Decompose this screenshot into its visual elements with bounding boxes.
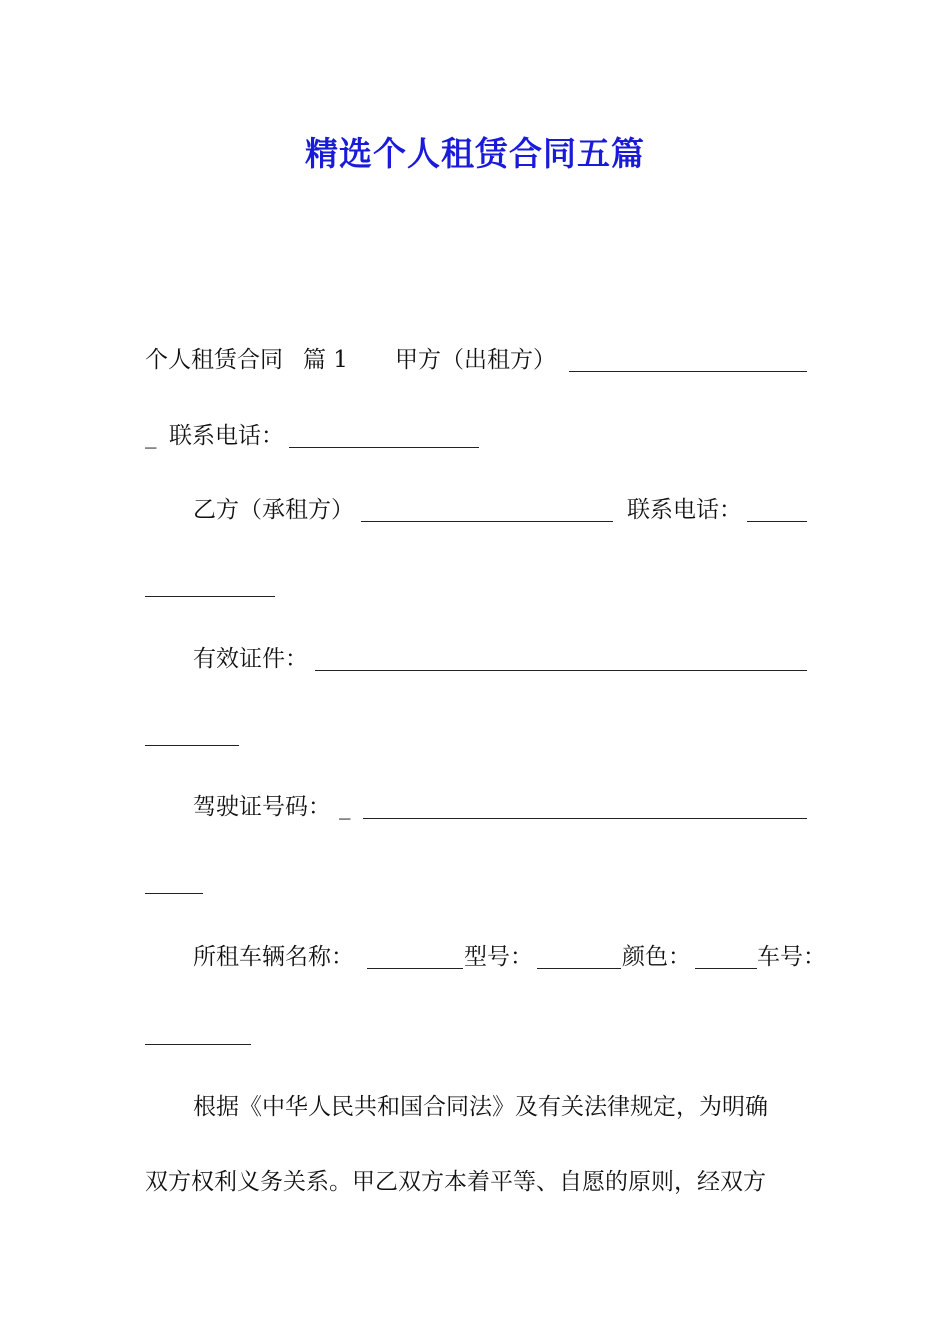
continuation-underscore: _	[145, 423, 157, 449]
party-a-label: 甲方（出租方）	[395, 347, 556, 373]
car-name-blank[interactable]	[367, 946, 463, 969]
party-b-phone-continuation	[145, 568, 807, 602]
id-blank-continued[interactable]	[145, 723, 239, 746]
party-a-phone-blank[interactable]	[289, 425, 479, 448]
body-paragraph-line-1	[145, 1090, 807, 1124]
license-continuation	[145, 865, 807, 899]
color-blank[interactable]	[695, 946, 757, 969]
party-a-phone-label: 联系电话：	[169, 423, 284, 449]
plate-blank[interactable]	[145, 1022, 251, 1045]
party-b-line	[145, 493, 807, 527]
section-number: 篇 1	[303, 347, 348, 373]
color-label: 颜色：	[622, 944, 691, 970]
plate-label: 车号：	[757, 944, 826, 970]
party-b-label: 乙方（承租方）	[193, 497, 354, 523]
id-line	[145, 642, 807, 676]
license-underscore: _	[339, 794, 351, 820]
car-name-label: 所租车辆名称：	[193, 944, 354, 970]
license-blank-continued[interactable]	[145, 871, 203, 894]
plate-continuation	[145, 1016, 807, 1050]
party-b-name-blank[interactable]	[361, 499, 613, 522]
license-line	[145, 790, 807, 824]
party-a-line	[145, 343, 807, 377]
party-b-phone-blank[interactable]	[747, 499, 807, 522]
model-label: 型号：	[464, 944, 533, 970]
party-b-phone-label: 联系电话：	[627, 497, 742, 523]
id-continuation	[145, 717, 807, 751]
body-paragraph-line-2	[145, 1165, 807, 1199]
model-blank[interactable]	[537, 946, 621, 969]
body-text-1: 根据《中华人民共和国合同法》及有关法律规定，为明确	[193, 1094, 768, 1120]
id-label: 有效证件：	[193, 646, 308, 672]
party-a-contact-line	[145, 419, 807, 453]
document-title: 精选个人租赁合同五篇	[305, 134, 645, 173]
party-a-name-blank[interactable]	[569, 349, 807, 372]
car-details-line	[145, 940, 826, 974]
license-label: 驾驶证号码：	[193, 794, 331, 820]
license-blank[interactable]	[363, 796, 807, 819]
section-label: 个人租赁合同	[145, 347, 283, 373]
body-text-2: 双方权利义务关系。甲乙双方本着平等、自愿的原则，经双方	[145, 1169, 766, 1195]
party-b-phone-blank-continued[interactable]	[145, 574, 275, 597]
id-blank[interactable]	[315, 648, 807, 671]
